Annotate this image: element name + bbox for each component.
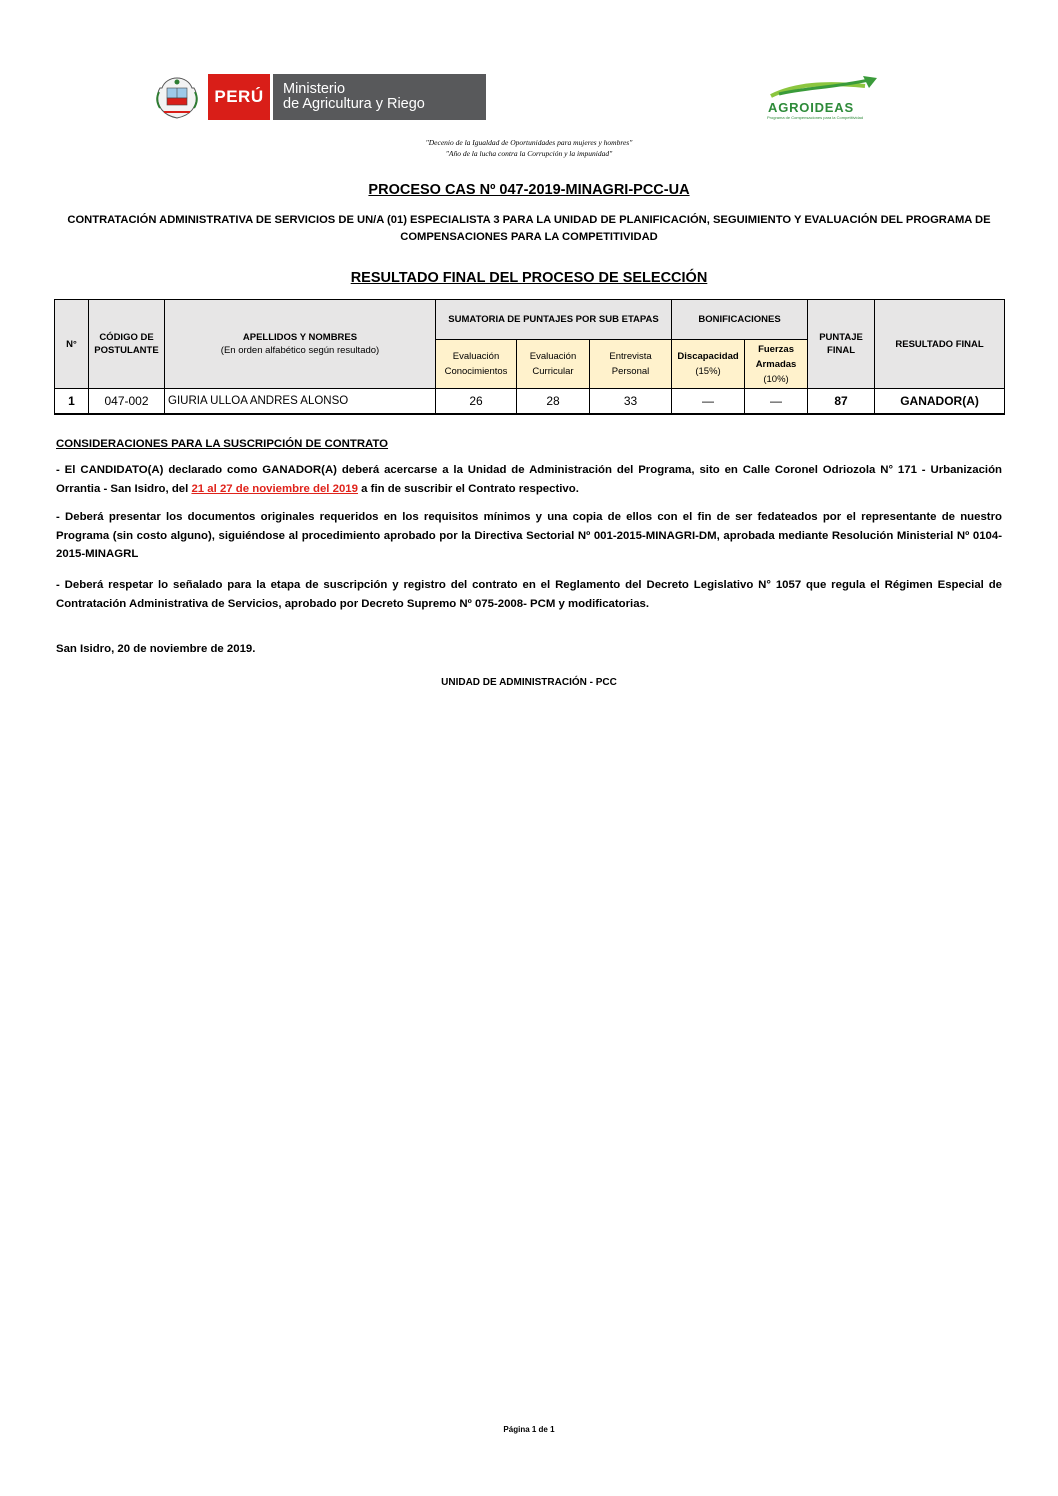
header-interview: Entrevista Personal (590, 340, 672, 389)
decade-quote: "Decenio de la Igualdad de Oportunidades para mujeres y hombres" (425, 138, 633, 147)
consideration-paragraph-1 (56, 461, 1002, 498)
coat-of-arms-icon (152, 74, 202, 120)
peru-label: PERÚ (208, 74, 270, 120)
header-names-note: (En orden alfabético según resultado) (220, 345, 380, 356)
header-armed-forces-pct: (10%) (763, 373, 789, 385)
header-final-result: RESULTADO FINAL (875, 300, 1005, 389)
agroideas-tagline: Programa de Compensaciones para la Competitividad (767, 115, 864, 120)
place-date: San Isidro, 20 de noviembre de 2019. (56, 643, 256, 655)
table-row (55, 389, 1005, 415)
consideration-paragraph-2: - Deberá presentar los documentos originales requeridos en los requisitos mínimos y una copia de ellos con el fin de ser fedateados por el representante de nuestro Programa (sin costo alguno), siguiéndose al procedimiento aprobado por la Directiva Sectorial Nº 001-2015-MINAGRI-DM, aprobada mediante Resolución Ministerial Nº 0104-2015-MINAGRL (56, 511, 1002, 560)
ministry-logo (152, 74, 486, 120)
cell-armed-forces: — (745, 389, 808, 415)
cell-curricular: 28 (517, 389, 590, 415)
header-armed-forces (745, 340, 808, 389)
ministry-line1: Ministerio (283, 81, 346, 97)
header-disability-label: Discapacidad (677, 351, 739, 362)
header-final-score: PUNTAJE FINAL (808, 300, 875, 389)
cell-result: GANADOR(A) (875, 389, 1005, 415)
agroideas-name: AGROIDEAS (768, 100, 854, 115)
header-bonus-group: BONIFICACIONES (672, 300, 808, 340)
header-disability-pct: (15%) (695, 366, 721, 377)
unit-signature: UNIDAD DE ADMINISTRACIÓN - PCC (441, 677, 617, 688)
cell-code: 047-002 (89, 389, 165, 415)
year-quote: "Año de la lucha contra la Corrupción y la impunidad" (445, 149, 613, 158)
growth-arrow-icon (765, 74, 881, 102)
header-armed-forces-label: Fuerzas Armadas (755, 343, 797, 370)
document-subtitle: CONTRATACIÓN ADMINISTRATIVA DE SERVICIOS DE UN/A (01) ESPECIALISTA 3 PARA LA UNIDAD DE PLANIFICACIÓN, SEGUIMIENTO Y EVALUACIÓN DEL PROGRAMA DE COMPENSACIONES PARA LA COMPETITIVIDAD (67, 214, 991, 243)
cell-interview: 33 (590, 389, 672, 415)
header-disability (672, 340, 745, 389)
document-title: PROCESO CAS Nº 047-2019-MINAGRI-PCC-UA (368, 182, 690, 198)
cell-final-score: 87 (808, 389, 875, 415)
header-names-label: APELLIDOS Y NOMBRES (242, 332, 358, 343)
considerations-title: CONSIDERACIONES PARA LA SUSCRIPCIÓN DE CONTRATO (56, 438, 389, 450)
p1-text-before: - El CANDIDATO(A) declarado como GANADOR(A) deberá acercarse a la Unidad de Administración del Programa, sito en Calle Coronel Odriozola N° 171 - Urbanización Orrantia - San Isidro, del (56, 464, 1002, 495)
consideration-paragraph-3: - Deberá respetar lo señalado para la etapa de suscripción y registro del contrato en el Reglamento del Decreto Legislativo N° 1057 que regula el Régimen Especial de Contratación Administrativa de Servicios, aprobado por Decreto Supremo Nº 075-2008- PCM y modificatorias. (56, 579, 1002, 610)
cell-disability: — (672, 389, 745, 415)
ministry-name (273, 74, 486, 120)
signing-date-range: 21 al 27 de noviembre del 2019 (191, 482, 358, 495)
header-names (165, 300, 436, 389)
page-number: Página 1 de 1 (503, 1425, 555, 1434)
header-num: N° (55, 300, 89, 389)
cell-name: GIURIA ULLOA ANDRES ALONSO (165, 389, 436, 415)
header-sum-group: SUMATORIA DE PUNTAJES POR SUB ETAPAS (436, 300, 672, 340)
cell-num: 1 (55, 389, 89, 415)
agroideas-logo (765, 74, 881, 120)
result-title: RESULTADO FINAL DEL PROCESO DE SELECCIÓN (350, 270, 708, 286)
header-code: CÓDIGO DE POSTULANTE (89, 300, 165, 389)
cell-knowledge: 26 (436, 389, 517, 415)
header-eval-curricular: Evaluación Curricular (517, 340, 590, 389)
results-table (54, 299, 1005, 415)
header-eval-knowledge: Evaluación Conocimientos (436, 340, 517, 389)
p1-text-after: a fin de suscribir el Contrato respectivo. (357, 482, 579, 495)
ministry-line2: de Agricultura y Riego (283, 96, 425, 112)
